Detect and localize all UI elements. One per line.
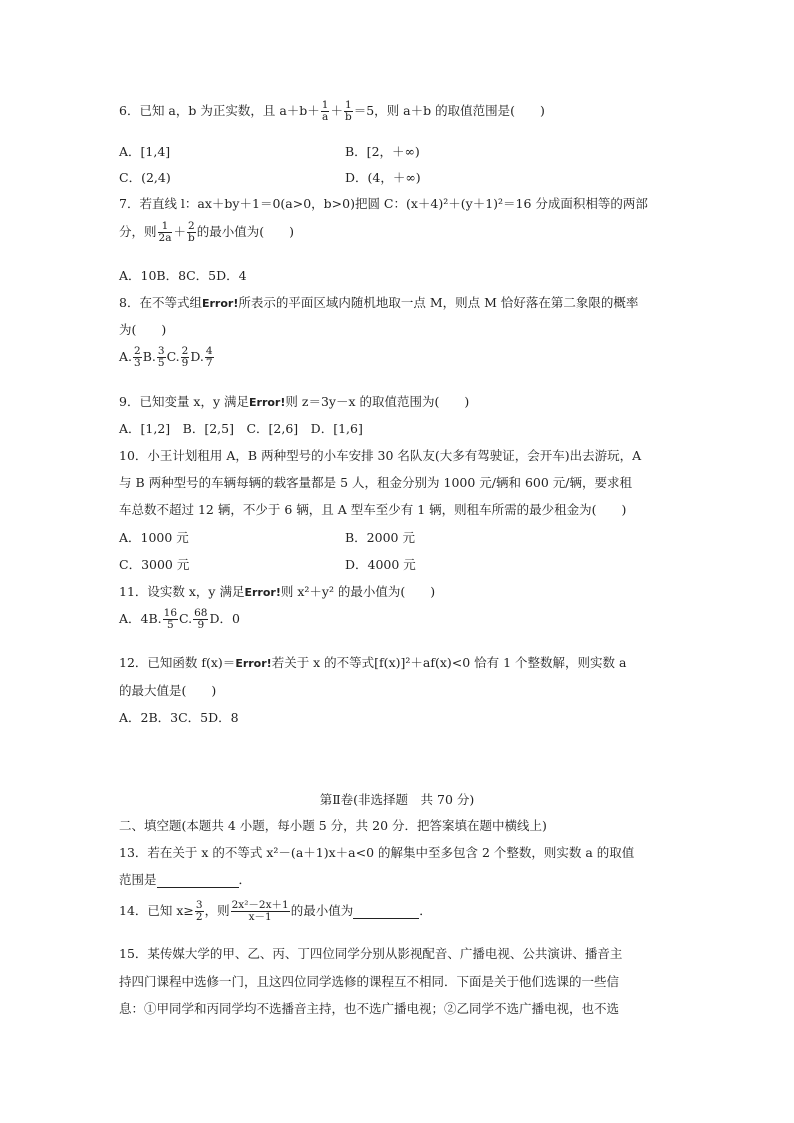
option-a: A．[1,4] — [119, 144, 171, 159]
error-placeholder: Error! — [235, 657, 272, 670]
question-8-options: A. $\frac{2}{3}$ B. $\frac{3}{5}$ C. $\frac{2}{9}$ D. $\frac{4}{7}$ — [119, 345, 213, 370]
answer-blank[interactable] — [353, 903, 419, 919]
question-12-options: A．2B．3C．5D．8 — [119, 710, 239, 725]
question-7-line2: 分，则 $\frac{1}{2a}$ ＋ $\frac{2}{b}$ 的最小值为( ) — [119, 220, 294, 245]
question-7-line1: 7．若直线 l：ax＋by＋1＝0(a>0，b>0)把圆 C：(x＋4)²＋(y＋1)²＝16 分成面积相等的两部 — [119, 196, 648, 211]
question-12-line1: 12．已知函数 f(x)＝Error!若关于 x 的不等式[f(x)]²＋af(x)<0 恰有 1 个整数解，则实数 a — [119, 655, 627, 670]
section-heading: 二、填空题(本题共 4 小题，每小题 5 分，共 20 分．把答案填在题中横线上) — [119, 818, 547, 833]
part-title: 第Ⅱ卷(非选择题 共 70 分) — [319, 792, 475, 807]
question-6-stem: 6．已知 a，b 为正实数，且 a＋b＋ $\frac{1}{a}$ ＋ $\frac{1}{b}$ ＝5，则 a＋b 的取值范围是( ) — [119, 99, 545, 124]
option-c: C．(2,4) — [119, 170, 171, 185]
fraction: $\frac{2}{b}$ — [187, 220, 195, 245]
option-b: B．[2，＋∞) — [345, 144, 420, 159]
option-a: A．1000 元 — [119, 530, 189, 545]
question-10-line2: 与 B 两种型号的车辆每辆的载客量都是 5 人，租金分别为 1000 元/辆和 600 元/辆，要求租 — [119, 475, 633, 490]
question-15-line1: 15．某传媒大学的甲、乙、丙、丁四位同学分别从影视配音、广播电视、公共演讲、播音主 — [119, 946, 623, 961]
question-9-line1: 9．已知变量 x，y 满足Error!则 z＝3y－x 的取值范围为( ) — [119, 394, 470, 409]
question-13-line2: 范围是 ． — [119, 872, 252, 887]
error-placeholder: Error! — [244, 586, 281, 599]
question-14: 14．已知 x≥ $\frac{3}{2}$ ，则 $\frac{\text{2x²－2x＋1}}{x-1}$ 的最小值为 ． — [119, 899, 432, 924]
error-placeholder: Error! — [201, 297, 239, 310]
question-9-options: A．[1,2] B．[2,5] C．[2,6] D．[1,6] — [119, 421, 363, 436]
question-11-line1: 11．设实数 x，y 满足Error!则 x²＋y² 的最小值为( ) — [119, 584, 436, 599]
answer-blank[interactable] — [157, 872, 239, 888]
question-12-line2: 的最大值是( ) — [119, 683, 217, 698]
option-b: B．2000 元 — [345, 530, 415, 545]
fraction: $\frac{1}{b}$ — [345, 99, 352, 124]
question-10-line1: 10．小王计划租用 A，B 两种型号的小车安排 30 名队友(大多有驾驶证，会开车)出去游玩，A — [119, 448, 642, 463]
question-15-line3: 息：①甲同学和丙同学均不选播音主持，也不选广播电视；②乙同学不选广播电视，也不选 — [119, 1001, 620, 1016]
question-13-line1: 13．若在关于 x 的不等式 x²－(a＋1)x＋a<0 的解集中至多包含 2 个整数，则实数 a 的取值 — [119, 845, 635, 860]
option-c: C．3000 元 — [119, 557, 190, 572]
option-d: D．(4，＋∞) — [345, 170, 421, 185]
question-15-line2: 持四门课程中选修一门，且这四位同学选修的课程互不相同．下面是关于他们选课的一些信 — [119, 974, 620, 989]
question-8-line1: 8．在不等式组Error!所表示的平面区域内随机地取一点 M，则点 M 恰好落在第二象限的概率 — [119, 295, 639, 310]
error-placeholder: Error! — [249, 396, 286, 409]
option-d: D．4000 元 — [345, 557, 416, 572]
question-11-options: A．4B. $\frac{16}{5}$ C. $\frac{68}{9}$ D．0 — [119, 607, 240, 632]
fraction: $\frac{1}{a}$ — [321, 99, 329, 124]
question-7-options: A．10B．8C．5D．4 — [119, 268, 247, 283]
question-10-line3: 车总数不超过 12 辆，不少于 6 辆，且 A 型车至少有 1 辆，则租车所需的最少租金为( ) — [119, 502, 627, 517]
question-8-line2: 为( ) — [119, 322, 167, 337]
fraction: $\frac{1}{2a}$ — [158, 220, 172, 245]
